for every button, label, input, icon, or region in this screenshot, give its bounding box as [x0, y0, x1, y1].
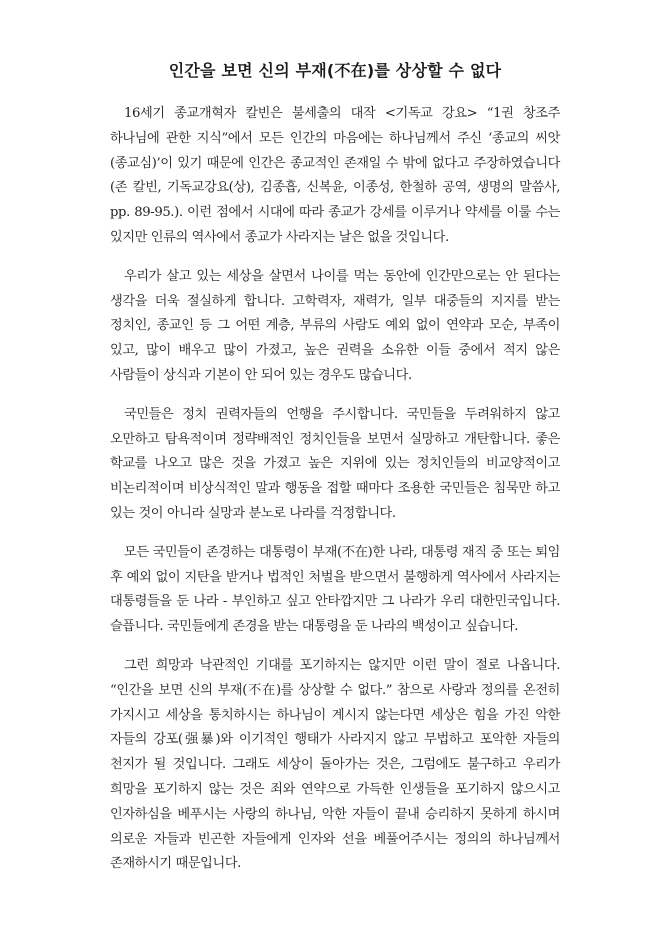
paragraph-3: 국민들은 정치 권력자들의 언행을 주시합니다. 국민들을 두려워하지 않고 오만하고 탐욕적이며 정략배적인 정치인들을 보면서 실망하고 개탄합니다. 좋은 학교를 나오고 많은 것을 가졌고 높은 지위에 있는 정치인들의 비교양적이고 비논리적이며 비상식적인 말과 행동을 접할 때마다 조용한 국민들은 침묵만 하고 있는 것이 아니라 실망과 분노로 나라를 걱정합니다.: [110, 406, 560, 521]
page-title: 인간을 보면 신의 부재(不在)를 상상할 수 없다: [168, 61, 502, 80]
paragraph-2: 우리가 살고 있는 세상을 살면서 나이를 먹는 동안에 인간만으로는 안 된다는 생각을 더욱 절실하게 합니다. 고학력자, 재력가, 일부 대중들의 지지를 받는 정치인, 종교인 등 그 어떤 계층, 부류의 사람도 예외 없이 연약과 모순, 부족이 있고, 많이 배우고 많이 가졌고, 높은 권력을 소유한 이들 중에서 적지 않은 사람들이 상식과 기본이 안 되어 있는 경우도 많습니다.: [110, 268, 560, 383]
paragraph-5: 그런 희망과 낙관적인 기대를 포기하지는 않지만 이런 말이 절로 나옵니다. “인간을 보면 신의 부재(不在)를 상상할 수 없다.” 참으로 사랑과 정의를 온전히 가지시고 세상을 통치하시는 하나님이 계시지 않는다면 세상은 힘을 가진 악한 자들의 강포(强暴)와 이기적인 행태가 사라지지 않고 무법하고 포악한 자들의 천지가 될 것입니다. 그래도 세상이 돌아가는 것은, 그럼에도 불구하고 우리가 희망을 포기하지 않는 것은 죄와 연약으로 가득한 인생들을 포기하지 않으시고 인자하심을 베푸시는 사랑의 하나님, 악한 자들이 끝내 승리하지 못하게 하시며 의로운 자들과 빈곤한 자들에게 인자와 선을 베풀어주시는 정의의 하나님께서 존재하시기 때문입니다.: [110, 657, 560, 872]
paragraph-1: 16세기 종교개혁자 칼빈은 불세출의 대작 <기독교 강요> “1권 창조주 하나님에 관한 지식”에서 모든 인간의 마음에는 하나님께서 주신 ‘종교의 씨앗(종교심)’이 있기 때문에 인간은 종교적인 존재일 수 밖에 없다고 주장하였습니다(존 칼빈, 기독교강요(상), 김종흡, 신복윤, 이종성, 한철하 공역, 생명의 말씀사, pp. 89-95.). 이런 점에서 시대에 따라 종교가 강세를 이루거나 약세를 이룰 수는 있지만 인류의 역사에서 종교가 사라지는 날은 없을 것입니다.: [110, 106, 560, 245]
paragraph-4: 모든 국민들이 존경하는 대통령이 부재(不在)한 나라, 대통령 재직 중 또는 퇴임 후 예외 없이 지탄을 받거나 법적인 처벌을 받으면서 불행하게 역사에서 사라지는 대통령들을 둔 나라 - 부인하고 싶고 안타깝지만 그 나라가 우리 대한민국입니다. 슬픕니다. 국민들에게 존경을 받는 대통령을 둔 나라의 백성이고 싶습니다.: [110, 544, 560, 635]
document-body: [110, 102, 560, 877]
